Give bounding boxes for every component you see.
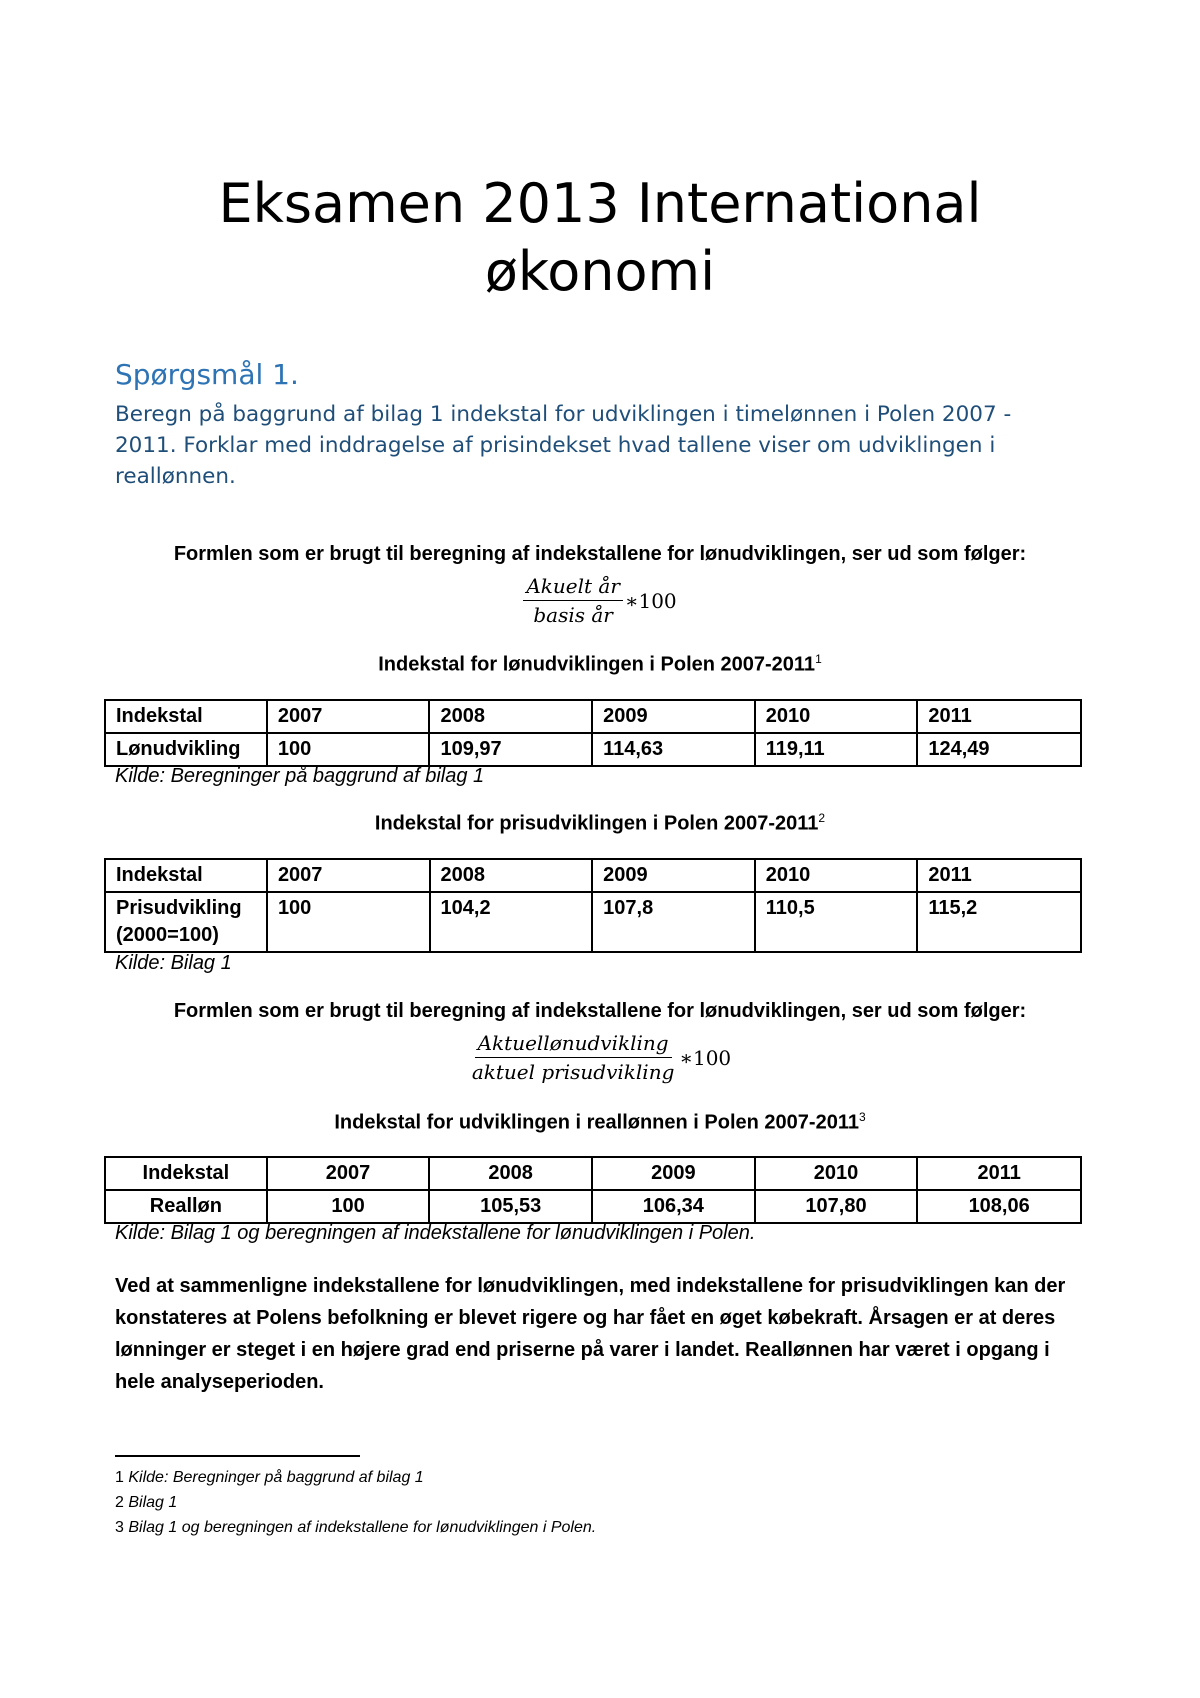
table-cell: 2008 bbox=[430, 859, 593, 892]
formula1-multiplier: ∗100 bbox=[624, 588, 677, 613]
table-cell: Lønudvikling bbox=[105, 733, 267, 766]
table-cell: 2011 bbox=[917, 859, 1081, 892]
table-row bbox=[105, 1190, 1081, 1223]
table3-footnote-ref: 3 bbox=[858, 1110, 866, 1124]
table2-source: Kilde: Bilag 1 bbox=[115, 952, 232, 974]
table-cell: 106,34 bbox=[592, 1190, 755, 1223]
table-cell: 107,80 bbox=[755, 1190, 918, 1223]
table-cell: 110,5 bbox=[755, 892, 918, 952]
table-cell: 100 bbox=[267, 892, 430, 952]
table-cell: 114,63 bbox=[592, 733, 755, 766]
footnote bbox=[115, 1515, 596, 1540]
question-text: Beregn på baggrund af bilag 1 indekstal for udviklingen i timelønnen i Polen 2007 - 2011. Forklar med inddragelse af prisindekset hvad tallene viser om udviklingen i reallønnen. bbox=[115, 402, 1012, 489]
table-cell: 2010 bbox=[755, 700, 918, 733]
table-cell: 109,97 bbox=[429, 733, 592, 766]
table-reallon bbox=[104, 1156, 1082, 1224]
table-cell: 2009 bbox=[592, 859, 755, 892]
table-cell: 119,11 bbox=[755, 733, 918, 766]
table-cell: 2008 bbox=[429, 1157, 592, 1190]
table1-title-text: Indekstal for lønudviklingen i Polen 2007-2011 bbox=[378, 653, 816, 676]
conclusion-paragraph: Ved at sammenligne indekstallene for lønudviklingen, med indekstallene for prisudviklingen kan der konstateres at Polens befolkning er blevet rigere og har fået en øget købekraft. Årsagen er at deres lønninger er steget i en højere grad end priserne på varer i landet. Reallønnen har været i opgang i hele analyseperioden. bbox=[115, 1275, 1066, 1393]
table-cell: 105,53 bbox=[429, 1190, 592, 1223]
footnote-separator bbox=[115, 1455, 360, 1457]
table-cell: 2009 bbox=[592, 700, 755, 733]
table-cell: Indekstal bbox=[105, 859, 267, 892]
table-header-row bbox=[105, 859, 1081, 892]
formula2-numerator: Aktuellønudvikling bbox=[475, 1030, 672, 1058]
document-title bbox=[100, 170, 1100, 306]
table2-footnote-ref: 2 bbox=[818, 811, 826, 825]
formula2-denominator: aktuel prisudvikling bbox=[471, 1060, 675, 1084]
formula1-fraction bbox=[523, 573, 623, 628]
table1-footnote-ref: 1 bbox=[815, 652, 822, 666]
title-line-1: Eksamen 2013 International bbox=[218, 172, 982, 235]
table-cell: Indekstal bbox=[105, 1157, 267, 1190]
table-cell: 2011 bbox=[917, 1157, 1081, 1190]
table-cell: 124,49 bbox=[917, 733, 1081, 766]
formula1-denominator: basis år bbox=[533, 603, 613, 627]
formula2-fraction bbox=[469, 1030, 678, 1085]
table-cell: 108,06 bbox=[917, 1190, 1081, 1223]
question-heading: Spørgsmål 1. bbox=[115, 358, 299, 391]
table-row bbox=[105, 892, 1081, 952]
footnote-text: Kilde: Beregninger på baggrund af bilag 1 bbox=[128, 1469, 424, 1486]
footnote-number: 3 bbox=[115, 1519, 124, 1536]
table-cell: 2007 bbox=[267, 1157, 430, 1190]
formula1 bbox=[0, 573, 1200, 628]
formula1-intro: Formlen som er brugt til beregning af indekstallene for lønudviklingen, ser ud som følger: bbox=[173, 543, 1027, 565]
table-cell: 100 bbox=[267, 1190, 430, 1223]
table-lonudvikling bbox=[104, 699, 1082, 767]
footnote-number: 2 bbox=[115, 1494, 124, 1511]
table-cell: Indekstal bbox=[105, 700, 267, 733]
table-cell: 104,2 bbox=[430, 892, 593, 952]
table3-title-text: Indekstal for udviklingen i reallønnen i Polen 2007-2011 bbox=[334, 1111, 859, 1134]
title-line-2: økonomi bbox=[484, 240, 716, 303]
footnote-number: 1 bbox=[115, 1469, 124, 1486]
formula2 bbox=[0, 1030, 1200, 1085]
row-label-line-1: Prisudvikling bbox=[116, 897, 242, 919]
formula2-intro: Formlen som er brugt til beregning af indekstallene for lønudviklingen, ser ud som følger: bbox=[173, 1000, 1027, 1022]
table-row bbox=[105, 733, 1081, 766]
table-cell: 2008 bbox=[429, 700, 592, 733]
table-cell: 2011 bbox=[917, 700, 1081, 733]
table-cell: 2010 bbox=[755, 859, 918, 892]
formula1-numerator: Akuelt år bbox=[523, 573, 623, 601]
table-cell: 115,2 bbox=[917, 892, 1081, 952]
table-cell: 100 bbox=[267, 733, 430, 766]
table-cell: Realløn bbox=[105, 1190, 267, 1223]
table2-title-text: Indekstal for prisudviklingen i Polen 2007-2011 bbox=[374, 812, 819, 835]
table1-title bbox=[100, 652, 1100, 677]
table-cell bbox=[105, 892, 267, 952]
table3-source: Kilde: Bilag 1 og beregningen af indekstallene for lønudviklingen i Polen. bbox=[115, 1222, 756, 1244]
footnote bbox=[115, 1490, 596, 1515]
footnotes bbox=[115, 1465, 596, 1540]
table-cell: 2007 bbox=[267, 859, 430, 892]
table-cell: 107,8 bbox=[592, 892, 755, 952]
footnote-text: Bilag 1 og beregningen af indekstallene for lønudviklingen i Polen. bbox=[128, 1519, 597, 1536]
table-header-row bbox=[105, 1157, 1081, 1190]
table1-source: Kilde: Beregninger på baggrund af bilag 1 bbox=[115, 765, 485, 787]
table2-title bbox=[100, 811, 1100, 836]
footnote-text: Bilag 1 bbox=[128, 1494, 178, 1511]
table-cell: 2007 bbox=[267, 700, 430, 733]
table-header-row bbox=[105, 700, 1081, 733]
table-cell: 2009 bbox=[592, 1157, 755, 1190]
row-label-line-2: (2000=100) bbox=[116, 924, 219, 946]
table-prisudvikling bbox=[104, 858, 1082, 953]
footnote bbox=[115, 1465, 596, 1490]
table3-title bbox=[100, 1110, 1100, 1135]
formula2-multiplier: ∗100 bbox=[679, 1045, 732, 1070]
table-cell: 2010 bbox=[755, 1157, 918, 1190]
